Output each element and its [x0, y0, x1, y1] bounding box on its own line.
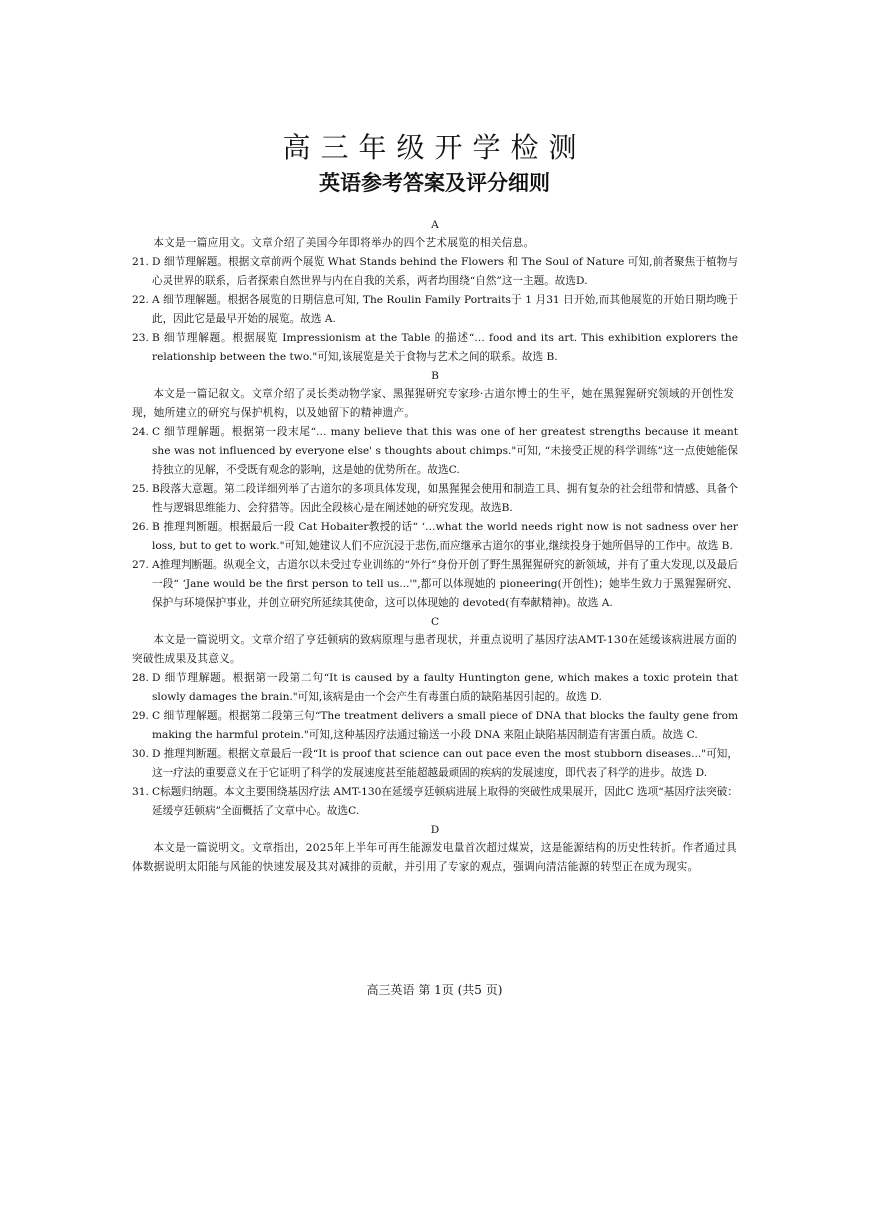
section-intro-d: 本文是一篇说明文。文章指出，2025年上半年可再生能源发电量首次超过煤炭，这是能源结构的历史性转折。作者通过具体数据说明太阳能与风能的快速发展及其对减排的贡献，并引用了专家的观点，强调向清洁能源的转型正在成为现实。: [132, 842, 737, 873]
question-number: 25.: [132, 483, 149, 495]
question-explanation: B 推理判断题。根据最后一段 Cat Hobaiter教授的话“ ‘…what the world needs right now is not sadness over her loss, but to get to work."可知,她建议人们不应沉浸于悲伤,而应继承古道尔的事业,继续投身于她所倡导的工作中。故选 B.: [152, 521, 738, 552]
question-24: [132, 423, 738, 480]
question-explanation: C 细节理解题。根据第二段第三句“The treatment delivers a small piece of DNA that blocks the faulty gene from making the harmful protein."可知,这种基因疗法通过输送一小段 DNA 来阻止缺陷基因制造有害蛋白质。故选 C.: [152, 710, 738, 741]
question-27: [132, 556, 738, 613]
question-number: 31.: [132, 786, 149, 798]
section-label-d: D: [430, 824, 440, 836]
question-explanation: D 细节理解题。根据文章前两个展览 What Stands behind the Flowers 和 The Soul of Nature 可知,前者聚焦于植物与心灵世界的联系，后者探索自然世界与内在自我的关系，两者均围绕“自然”这一主题。故选D.: [152, 256, 738, 287]
question-explanation: A推理判断题。纵观全文，古道尔以未受过专业训练的“外行”身份开创了野生黑猩猩研究的新领域，并有了重大发现,以及最后一段“ ‘Jane would be the first person to tell us...'",都可以体现她的 pioneering(开创性)；她毕生致力于黑猩猩研究、保护与环境保护事业，并创立研究所延续其使命，这可以体现她的 devoted(有奉献精神)。故选 A.: [152, 559, 738, 609]
question-explanation: C标题归纳题。本文主要围绕基因疗法 AMT-130在延缓亨廷顿病进展上取得的突破性成果展开，因此C 选项“基因疗法突破：延缓亨廷顿病”全面概括了文章中心。故选C.: [152, 786, 738, 817]
page-subtitle: 英语参考答案及评分细则: [319, 171, 550, 195]
question-number: 27.: [132, 559, 149, 571]
section-intro-c: 本文是一篇说明文。文章介绍了亨廷顿病的致病原理与患者现状，并重点说明了基因疗法AMT-130在延缓该病进展方面的突破性成果及其意义。: [132, 634, 738, 665]
question-explanation: A 细节理解题。根据各展览的日期信息可知, The Roulin Family Portraits于 1 月31 日开始,而其他展览的开始日期均晚于此，因此它是最早开始的展览。故选 A.: [152, 294, 738, 325]
question-28: [132, 669, 738, 707]
question-29: [132, 707, 738, 745]
answer-content: [132, 216, 738, 877]
question-21: [132, 253, 738, 291]
question-explanation: B段落大意题。第二段详细列举了古道尔的多项具体发现，如黑猩猩会使用和制造工具、拥有复杂的社会纽带和情感、具备个性与逻辑思维能力、会狩猎等。因此全段核心是在阐述她的研究发现。故选B.: [152, 483, 738, 514]
section-label-a: A: [431, 219, 439, 231]
section-label-c: C: [430, 616, 440, 628]
question-explanation: D 推理判断题。根据文章最后一段“It is proof that science can out pace even the most stubborn diseases..."可知，这一疗法的重要意义在于它证明了科学的发展速度甚至能超越最顽固的疾病的发展速度，即代表了科学的进步。故选 D.: [152, 748, 738, 779]
section-intro-a: 本文是一篇应用文。文章介绍了美国今年即将举办的四个艺术展览的相关信息。: [153, 237, 535, 249]
question-25: [132, 480, 738, 518]
question-number: 30.: [132, 748, 149, 760]
question-number: 26.: [132, 521, 149, 533]
question-23: [132, 329, 738, 367]
question-number: 24.: [132, 426, 149, 438]
question-number: 29.: [132, 710, 149, 722]
question-26: [132, 518, 738, 556]
question-30: [132, 745, 738, 783]
question-number: 22.: [132, 294, 149, 306]
question-explanation: B 细节理解题。根据展览 Impressionism at the Table 的描述“… food and its art. This exhibition explorers the relationship between the two."可知,该展览是关于食物与艺术之间的联系。故选 B.: [152, 332, 738, 363]
section-intro-b: 本文是一篇记叙文。文章介绍了灵长类动物学家、黑猩猩研究专家珍·古道尔博士的生平，她在黑猩猩研究领域的开创性发现，她所建立的研究与保护机构，以及她留下的精神遗产。: [132, 388, 735, 419]
page-title: 高三年级开学检测: [282, 131, 587, 164]
question-explanation: D 细节理解题。根据第一段第二句“It is caused by a faulty Huntington gene, which makes a toxic protein that slowly damages the brain."可知,该病是由一个会产生有毒蛋白质的缺陷基因引起的。故选 D.: [152, 672, 738, 703]
question-number: 28.: [132, 672, 149, 684]
section-label-b: B: [431, 370, 439, 382]
question-22: [132, 291, 738, 329]
question-explanation: C 细节理解题。根据第一段末尾“… many believe that this was one of her greatest strengths because it meant she was not influenced by everyone else' s thoughts about chimps."可知, “未接受正规的科学训练”这一点使她能保持独立的见解，不受既有观念的影响，这是她的优势所在。故选C.: [152, 426, 738, 476]
page-footer: 高三英语 第 1页 (共5 页): [366, 983, 503, 997]
question-number: 21.: [132, 256, 149, 268]
question-31: [132, 783, 738, 821]
question-number: 23.: [132, 332, 149, 344]
